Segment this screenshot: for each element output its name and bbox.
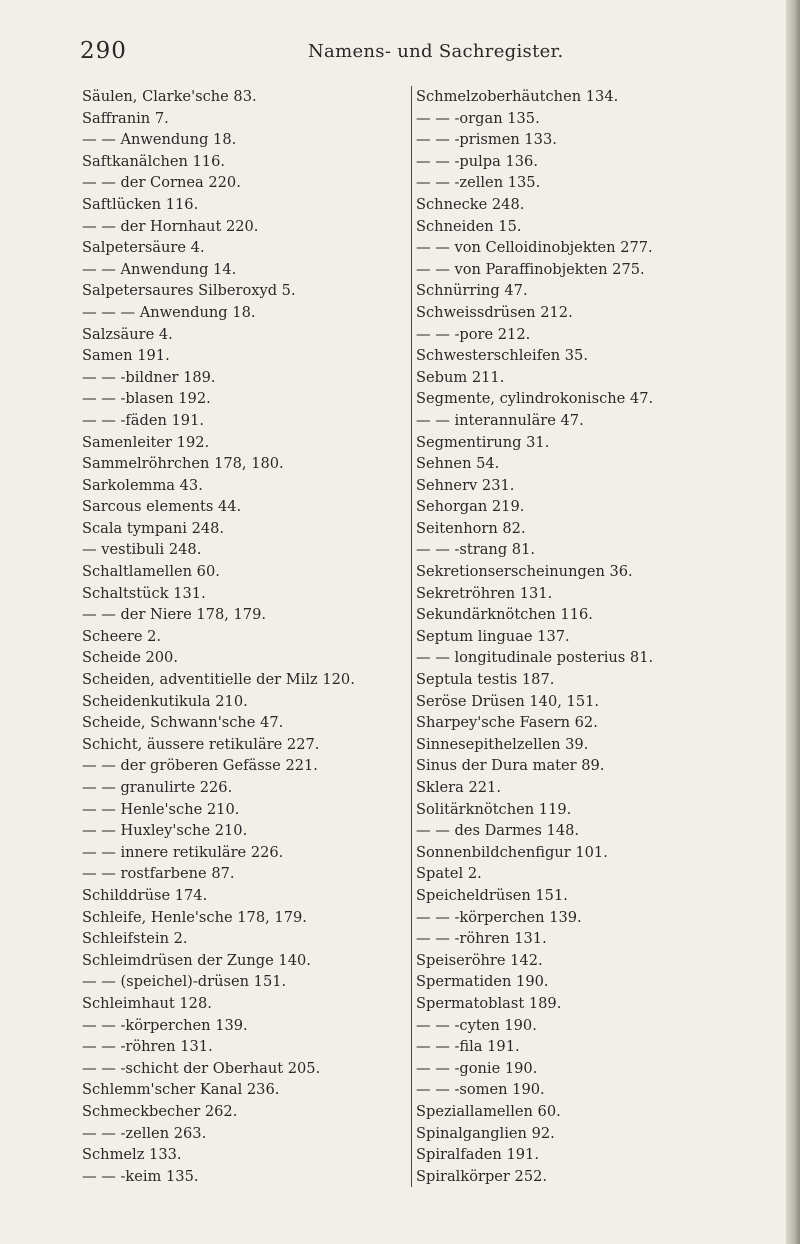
index-entry: Schaltlamellen 60. xyxy=(82,563,220,581)
index-entry: — — -körperchen 139. xyxy=(416,908,582,926)
index-entry: — — granulirte 226. xyxy=(82,779,233,796)
index-entry: — — -fäden 191. xyxy=(82,411,205,429)
index-entry: Septula testis 187. xyxy=(416,671,555,689)
page-number: 290 xyxy=(80,38,127,64)
index-entry: Spatel 2. xyxy=(416,865,482,883)
index-entry: — — -zellen 263. xyxy=(82,1124,207,1142)
index-entry: Salzsäure 4. xyxy=(82,325,173,343)
index-entry: Sekretröhren 131. xyxy=(416,584,553,602)
index-entry: Sarkolemma 43. xyxy=(82,476,203,494)
index-entry: Schleimhaut 128. xyxy=(82,994,212,1012)
index-entry: Spermatiden 190. xyxy=(416,973,549,991)
index-entry: Sharpey'sche Fasern 62. xyxy=(416,714,598,732)
index-entry: Schweissdrüsen 212. xyxy=(416,303,573,321)
index-entry: Spiralkörper 252. xyxy=(416,1167,548,1185)
index-entry: — — rostfarbene 87. xyxy=(82,865,235,883)
index-entry: Schilddrüse 174. xyxy=(82,886,208,904)
page-header xyxy=(0,38,800,68)
index-entry: Saftlücken 116. xyxy=(82,195,199,213)
index-entry: — — -keim 135. xyxy=(82,1167,199,1185)
index-entry: Sehnerv 231. xyxy=(416,476,515,494)
index-entry: — — -somen 190. xyxy=(416,1081,545,1099)
index-entry: — — -pulpa 136. xyxy=(416,152,538,170)
index-entry: Salpetersaures Silberoxyd 5. xyxy=(82,282,296,300)
index-entry: — — -körperchen 139. xyxy=(82,1016,248,1034)
index-entry: Scheide 200. xyxy=(82,649,178,667)
index-entry: Seitenhorn 82. xyxy=(416,519,526,537)
index-entry: — — des Darmes 148. xyxy=(416,822,580,840)
index-entry: Schmelz 133. xyxy=(82,1146,182,1164)
index-entry: Schaltstück 131. xyxy=(82,584,206,602)
index-entry: — — Anwendung 18. xyxy=(82,131,237,149)
index-entry: Speziallamellen 60. xyxy=(416,1102,561,1120)
index-entry: Sekundärknötchen 116. xyxy=(416,606,593,624)
index-entry: Schlemm'scher Kanal 236. xyxy=(82,1081,280,1099)
index-entry: Sekretionserscheinungen 36. xyxy=(416,563,633,581)
index-entry: — — Anwendung 14. xyxy=(82,260,237,278)
index-entry: — — -pore 212. xyxy=(416,325,531,343)
index-entry: Schneiden 15. xyxy=(416,217,522,235)
index-entry: Samenleiter 192. xyxy=(82,433,210,451)
index-entry: — — interannuläre 47. xyxy=(416,411,584,429)
index-entry: — — -röhren 131. xyxy=(82,1038,213,1056)
index-entry: — — — Anwendung 18. xyxy=(82,303,256,321)
index-entry: Sklera 221. xyxy=(416,779,501,796)
index-entry: Schnecke 248. xyxy=(416,195,525,213)
running-title: Namens- und Sachregister. xyxy=(308,41,564,62)
index-entry: Salpetersäure 4. xyxy=(82,239,205,257)
index-entry: Segmente, cylindrokonische 47. xyxy=(416,390,654,408)
index-entry: Scala tympani 248. xyxy=(82,519,225,537)
index-entry: — — -schicht der Oberhaut 205. xyxy=(82,1059,321,1077)
index-entry: Sebum 211. xyxy=(416,368,505,386)
index-entry: — — longitudinale posterius 81. xyxy=(416,649,654,667)
index-entry: Sarcous elements 44. xyxy=(82,498,242,516)
index-entry: — — -organ 135. xyxy=(416,109,540,127)
index-entry: Sehorgan 219. xyxy=(416,498,525,516)
index-entry: Speicheldrüsen 151. xyxy=(416,886,568,904)
index-entry: — — innere retikuläre 226. xyxy=(82,843,284,861)
index-entry: — — -blasen 192. xyxy=(82,390,211,408)
index-entry: Säulen, Clarke'sche 83. xyxy=(82,88,257,105)
index-entry: — — -fila 191. xyxy=(416,1038,520,1056)
index-entry: — — von Celloidinobjekten 277. xyxy=(416,239,653,257)
index-entry: Sehnen 54. xyxy=(416,455,500,473)
index-entry: Saftkanälchen 116. xyxy=(82,152,226,170)
index-entry: — — (speichel)-drüsen 151. xyxy=(82,973,287,991)
index-entry: — — Huxley'sche 210. xyxy=(82,822,248,840)
index-entry: — vestibuli 248. xyxy=(82,541,202,559)
index-column-right xyxy=(411,86,766,1187)
index-entry: Segmentirung 31. xyxy=(416,433,550,451)
index-entry: — — -zellen 135. xyxy=(416,174,541,192)
index-entry: — — Henle'sche 210. xyxy=(82,800,240,818)
index-entry: Sammelröhrchen 178, 180. xyxy=(82,455,284,473)
index-entry: Speiseröhre 142. xyxy=(416,951,543,969)
index-entry: — — -prismen 133. xyxy=(416,131,557,149)
index-entry: Samen 191. xyxy=(82,347,170,365)
index-entry: — — -gonie 190. xyxy=(416,1059,538,1077)
index-entry: Schmeckbecher 262. xyxy=(82,1102,238,1120)
index-entry: — — -röhren 131. xyxy=(416,930,547,948)
index-entry: Schleifstein 2. xyxy=(82,930,188,948)
index-entry: — — der gröberen Gefässe 221. xyxy=(82,757,318,775)
index-entry: Schicht, äussere retikuläre 227. xyxy=(82,735,320,753)
index-entry: — — der Cornea 220. xyxy=(82,174,241,192)
index-entry: Sinnesepithelzellen 39. xyxy=(416,735,589,753)
index-column-left xyxy=(82,86,432,1187)
index-entry: Septum linguae 137. xyxy=(416,627,570,645)
index-entry: Schnürring 47. xyxy=(416,282,528,300)
index-entry: — — von Paraffinobjekten 275. xyxy=(416,260,645,278)
index-entry: — — der Hornhaut 220. xyxy=(82,217,259,235)
index-entry: Schleife, Henle'sche 178, 179. xyxy=(82,908,307,926)
index-entry: Scheere 2. xyxy=(82,627,162,645)
page-edge xyxy=(786,0,800,1244)
index-entry: Schwesterschleifen 35. xyxy=(416,347,588,365)
index-entry: Sinus der Dura mater 89. xyxy=(416,757,605,775)
index-entry: — — -bildner 189. xyxy=(82,368,216,386)
index-entry: Schleimdrüsen der Zunge 140. xyxy=(82,951,311,969)
index-entry: Scheide, Schwann'sche 47. xyxy=(82,714,284,732)
index-entry: — — der Niere 178, 179. xyxy=(82,606,267,624)
index-entry: Spermatoblast 189. xyxy=(416,994,562,1012)
index-entry: Solitärknötchen 119. xyxy=(416,800,572,818)
index-entry: — — -cyten 190. xyxy=(416,1016,537,1034)
index-entry: — — -strang 81. xyxy=(416,541,536,559)
index-entry: Sonnenbildchenfigur 101. xyxy=(416,843,608,861)
index-entry: Schmelzoberhäutchen 134. xyxy=(416,88,619,105)
index-entry: Saffranin 7. xyxy=(82,109,169,127)
index-entry: Seröse Drüsen 140, 151. xyxy=(416,692,600,710)
index-entry: Scheidenkutikula 210. xyxy=(82,692,248,710)
index-entry: Spiralfaden 191. xyxy=(416,1146,539,1164)
index-entry: Scheiden, adventitielle der Milz 120. xyxy=(82,671,355,689)
index-entry: Spinalganglien 92. xyxy=(416,1124,555,1142)
